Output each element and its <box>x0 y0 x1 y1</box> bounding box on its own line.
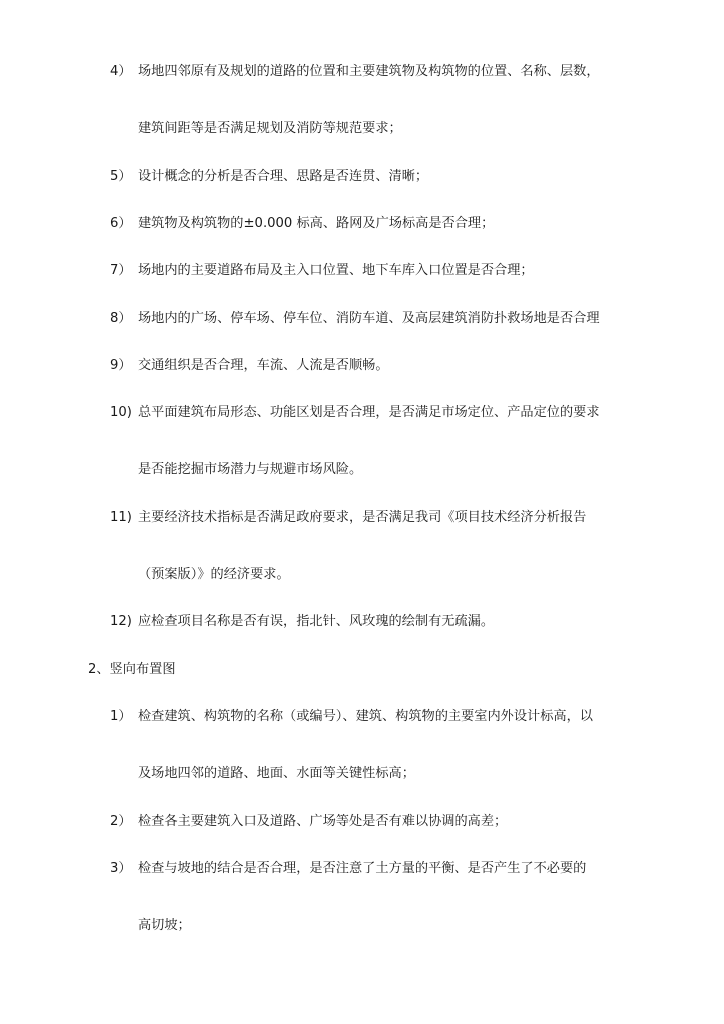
item-8-text: 场地内的广场、停车场、停车位、消防车道、及高层建筑消防扑救场地是否合理 <box>138 311 600 326</box>
item-12-text: 应检查项目名称是否有误，指北针、风玫瑰的绘制有无疏漏。 <box>138 614 495 629</box>
item-7-text: 场地内的主要道路布局及主入口位置、地下车库入口位置是否合理； <box>138 263 534 278</box>
item-5-number: 5） <box>110 169 132 184</box>
vertical-item-1-continuation: 及场地四邻的道路、地面、水面等关键性标高； <box>138 766 415 781</box>
item-5-text: 设计概念的分析是否合理、思路是否连贯、清晰； <box>138 169 429 184</box>
item-11-text: 主要经济技术指标是否满足政府要求，是否满足我司《项目技术经济分析报告 <box>138 510 587 525</box>
item-10-number: 10) <box>110 405 132 420</box>
item-10-text: 总平面建筑布局形态、功能区划是否合理，是否满足市场定位、产品定位的要求 <box>138 405 600 420</box>
item-4-number: 4） <box>110 64 132 79</box>
item-11-number: 11) <box>110 510 132 525</box>
vertical-item-2-text: 检查各主要建筑入口及道路、广场等处是否有难以协调的高差； <box>138 814 508 829</box>
item-7-number: 7） <box>110 263 132 278</box>
item-6-number: 6） <box>110 216 132 231</box>
item-4-text: 场地四邻原有及规划的道路的位置和主要建筑物及构筑物的位置、名称、层数， <box>138 64 600 79</box>
item-6-text: 建筑物及构筑物的±0.000 标高、路网及广场标高是否合理； <box>138 216 495 231</box>
item-4-continuation: 建筑间距等是否满足规划及消防等规范要求； <box>138 121 402 136</box>
item-9-number: 9） <box>110 358 132 373</box>
item-8-number: 8） <box>110 311 132 326</box>
vertical-item-3-number: 3） <box>110 861 132 876</box>
item-10-continuation: 是否能挖掘市场潜力与规避市场风险。 <box>138 462 363 477</box>
vertical-item-1-text: 检查建筑、构筑物的名称（或编号）、建筑、构筑物的主要室内外设计标高，以 <box>138 709 593 724</box>
vertical-item-3-text: 检查与坡地的结合是否合理，是否注意了土方量的平衡、是否产生了不必要的 <box>138 861 587 876</box>
vertical-item-1-number: 1） <box>110 709 132 724</box>
item-9-text: 交通组织是否合理，车流、人流是否顺畅。 <box>138 358 389 373</box>
item-12-number: 12) <box>110 614 132 629</box>
section-2-heading: 2、竖向布置图 <box>88 662 176 677</box>
vertical-item-2-number: 2） <box>110 814 132 829</box>
vertical-item-3-continuation: 高切坡； <box>138 918 191 933</box>
item-11-continuation: （预案版）》的经济要求。 <box>138 567 290 582</box>
